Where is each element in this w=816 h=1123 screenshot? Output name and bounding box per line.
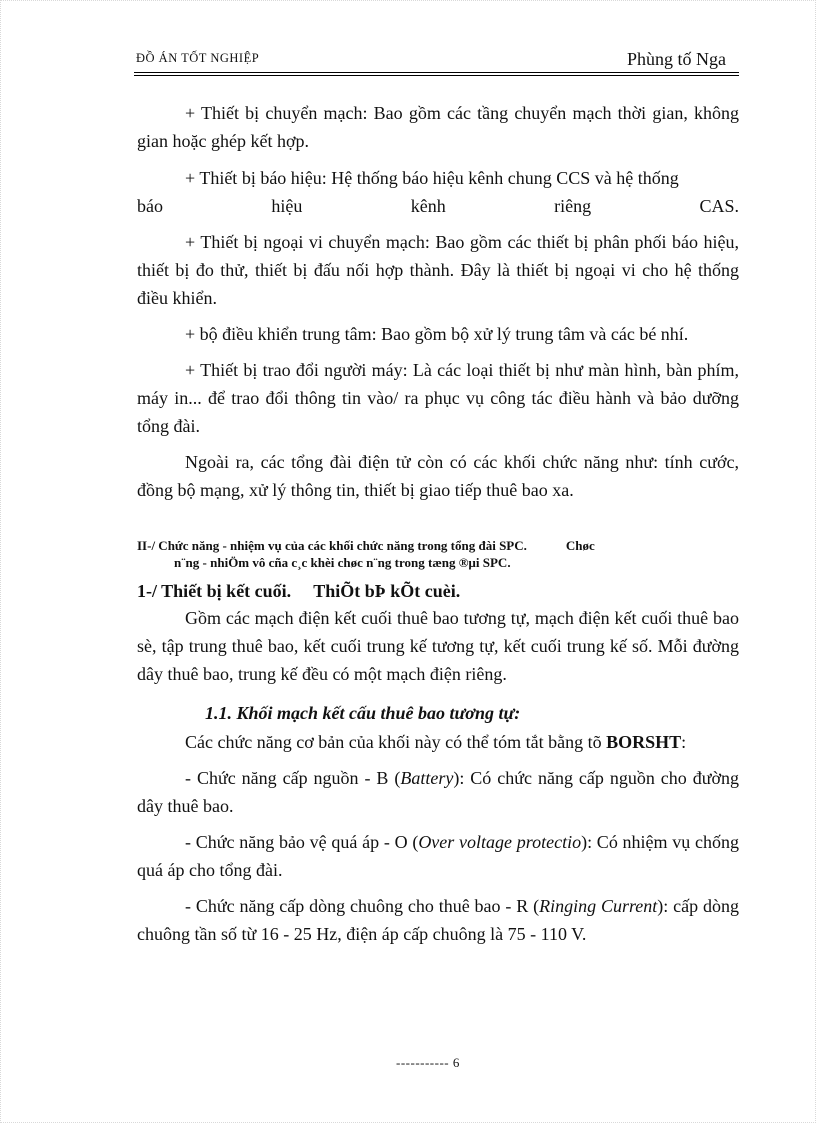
terminal-heading-garbled: ThiÕt bÞ kÕt cuèi. [313, 581, 461, 601]
paragraph-signaling-line1: + Thiết bị báo hiệu: Hệ thống báo hiệu kênh chung CCS và hệ thống [185, 168, 679, 188]
paragraph-signaling-line2: báo hiệu kênh riêng CAS. [137, 196, 739, 216]
battery-prefix: - Chức năng cấp nguồn - B ( [185, 768, 401, 788]
ringing-prefix: - Chức năng cấp dòng chuông cho thuê bao - R ( [185, 896, 540, 916]
section-heading-line2: n¨ng - nhiÖm vô cña c¸c khèi chøc n¨ng trong tæng ®µi SPC. [174, 555, 511, 570]
paragraph-terminal-circuits: Gồm các mạch điện kết cuối thuê bao tương tự, mạch điện kết cuối thuê bao sè, tập trung thuê bao, kết cuối trung kế tương tự, kết cuối trung kế số. Mỗi đường dây thuê bao, trung kế đều có một mạch điện riêng. [137, 608, 739, 684]
section-heading-line1: II-/ Chức năng - nhiệm vụ của các khối chức năng trong tổng đài SPC. Chøc [137, 538, 595, 553]
borsht-intro-suffix: : [681, 732, 687, 752]
paragraph-central-controller: + bộ điều khiển trung tâm: Bao gồm bộ xử lý trung tâm và các bé nhí. [185, 324, 689, 344]
header-rule-top [134, 72, 739, 73]
section-heading-terminal-equipment [137, 581, 460, 602]
paragraph-other-functions: Ngoài ra, các tổng đài điện tử còn có các khối chức năng như: tính cước, đồng bộ mạng, xử lý thông tin, thiết bị giao tiếp thuê bao xa. [137, 452, 739, 500]
paragraph-borsht-intro [137, 728, 739, 756]
battery-suffix: ): Có chức năng cấp nguồn cho đường dây thuê bao. [137, 768, 739, 816]
page-number: ----------- 6 [396, 1055, 460, 1070]
paragraph-peripheral-equipment: + Thiết bị ngoại vi chuyển mạch: Bao gồm các thiết bị phân phối báo hiệu, thiết bị đo thử, thiết bị đấu nối hợp thành. Đây là thiết bị ngoại vi cho hệ thống điều khiển. [137, 232, 739, 308]
ringing-term: Ringing Current [539, 896, 658, 916]
subsection-heading-analog-subscriber: 1.1. Khối mạch kết cấu thuê bao tương tự: [205, 703, 521, 723]
header-author: Phùng tố Nga [627, 49, 726, 69]
paragraph-overvoltage-function [137, 828, 739, 884]
paragraph-man-machine: + Thiết bị trao đổi người máy: Là các loại thiết bị như màn hình, bàn phím, máy in... để trao đổi thông tin vào/ ra phục vụ công tác điều hành và bảo dưỡng tổng đài. [137, 360, 739, 436]
header-title: ĐỒ ÁN TỐT NGHIỆP [136, 51, 260, 65]
paragraph-battery-function [137, 764, 739, 820]
terminal-heading-text: 1-/ Thiết bị kết cuối. [137, 581, 292, 601]
overvoltage-term: Over voltage protectio [418, 832, 582, 852]
battery-term: Battery [400, 768, 454, 788]
paragraph-switching-equipment: + Thiết bị chuyển mạch: Bao gồm các tầng chuyển mạch thời gian, không gian hoặc ghép kết hợp. [137, 103, 739, 151]
borsht-intro-prefix: Các chức năng cơ bản của khối này có thể tóm tắt bằng tõ [185, 732, 607, 752]
header-rule-bottom [134, 75, 739, 76]
overvoltage-prefix: - Chức năng bảo vệ quá áp - O ( [185, 832, 419, 852]
borsht-acronym: BORSHT [606, 732, 682, 752]
overvoltage-suffix: ): Có nhiệm vụ chống quá áp cho tổng đài. [137, 832, 740, 880]
section-heading-functions [137, 537, 727, 571]
ringing-suffix: ): cấp dòng chuông tần số từ 16 - 25 Hz, điện áp cấp chuông là 75 - 110 V. [137, 896, 739, 944]
paragraph-ringing-function [137, 892, 739, 948]
